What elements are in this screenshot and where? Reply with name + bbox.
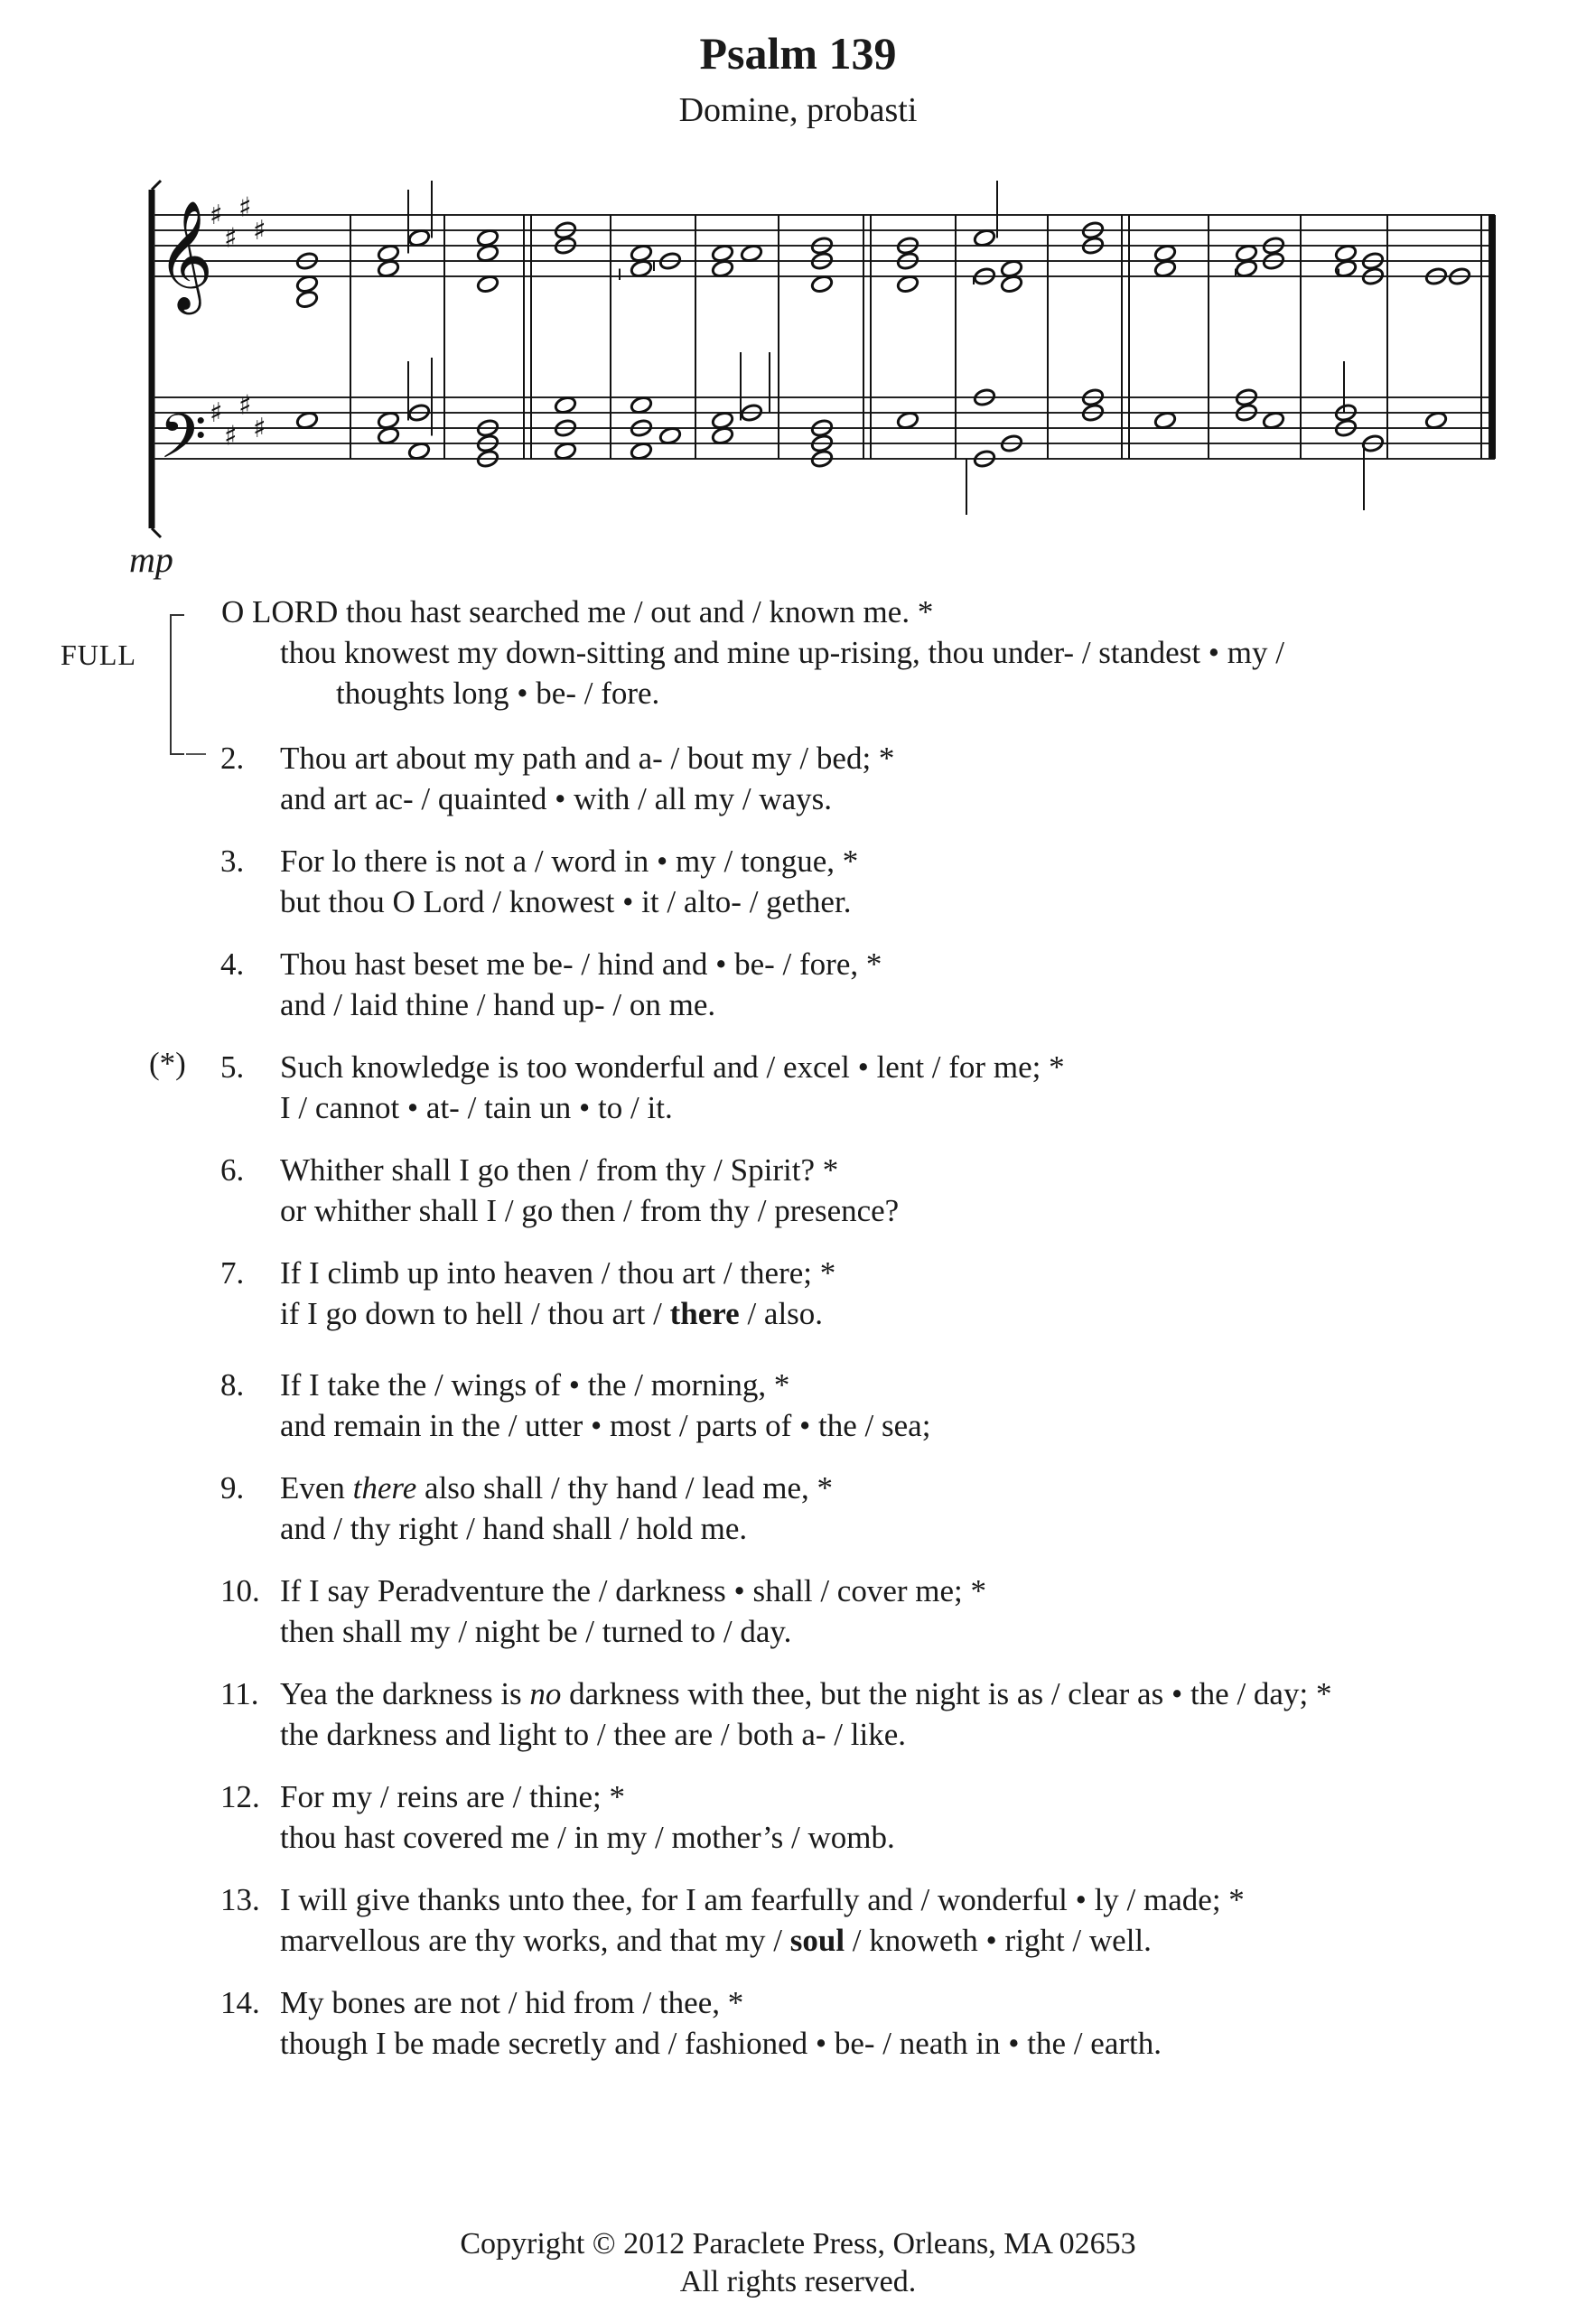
verse-text: I will give thanks unto thee, for I am fearfully and / wonderful • ly / made; * — [280, 1882, 1245, 1917]
verse-line — [280, 1090, 673, 1126]
emphasis-text: no — [529, 1676, 562, 1711]
verse-text: though I be made secretly and / fashioned • be- / neath in • the / earth. — [280, 2026, 1162, 2061]
verse-text: and / laid thine / hand up- / on me. — [280, 987, 716, 1022]
verse-line — [280, 1717, 906, 1753]
verse-line — [280, 1882, 1245, 1918]
emphasis-text: there — [669, 1296, 740, 1331]
verse-text: / knoweth • right / well. — [845, 1923, 1152, 1958]
verse-line — [280, 1923, 1152, 1959]
verse-number: 13. — [220, 1882, 260, 1917]
dynamic-marking: mp — [129, 539, 173, 580]
note-head — [295, 290, 319, 310]
emphasis-text: there — [352, 1470, 417, 1506]
verse-text: For my / reins are / thine; * — [280, 1779, 626, 1814]
bass-clef-icon: 𝄢 — [159, 402, 207, 488]
barlines — [350, 215, 1492, 459]
verse-line — [280, 1255, 835, 1291]
verse-text: then shall my / night be / turned to / day. — [280, 1614, 792, 1649]
verse-text: My bones are not / hid from / thee, * — [280, 1985, 744, 2020]
verse-text: Such knowledge is too wonderful and / excel • lent / for me; * — [280, 1049, 1065, 1085]
verse-text: the darkness and light to / thee are / both a- / like. — [280, 1717, 906, 1752]
verse-number: 2. — [220, 741, 245, 776]
verse-text: If I climb up into heaven / thou art / there; * — [280, 1255, 836, 1291]
sharp-icon: ♯ — [224, 420, 238, 452]
verse-number: 9. — [220, 1470, 245, 1506]
verse-text: and remain in the / utter • most / parts of • the / sea; — [280, 1408, 931, 1443]
sharp-icon: ♯ — [253, 215, 266, 247]
emphasis-text: soul — [789, 1923, 845, 1958]
verse-number: 3. — [220, 844, 245, 879]
sharp-icon: ♯ — [224, 222, 238, 255]
verse-line — [280, 2026, 1162, 2062]
verse-line — [280, 1193, 899, 1229]
verse-number: 6. — [220, 1152, 245, 1188]
verse-5-mark: (*) — [149, 1046, 186, 1081]
verse-text: darkness with thee, but the night is as / clear as • the / day; * — [561, 1676, 1332, 1711]
verse-line — [280, 1296, 823, 1332]
sharp-icon: ♯ — [238, 389, 252, 422]
treble-clef-icon: 𝄞 — [157, 200, 214, 310]
verse-text: If I say Peradventure the / darkness • shall / cover me; * — [280, 1573, 986, 1608]
verse-line — [280, 1408, 930, 1444]
verse-line — [280, 1470, 833, 1506]
verse-line — [280, 1985, 743, 2021]
verse-text: if I go down to hell / thou art / — [280, 1296, 670, 1331]
verse-line — [280, 1820, 895, 1856]
verse-text: and / thy right / hand shall / hold me. — [280, 1511, 748, 1546]
sharp-icon: ♯ — [210, 397, 223, 429]
verse-number: 14. — [220, 1985, 260, 2020]
verse-line — [280, 884, 851, 920]
page-subtitle: Domine, probasti — [678, 91, 918, 129]
verse-line — [280, 844, 858, 880]
full-label: FULL — [61, 639, 136, 671]
verse-text: I / cannot • at- / tain un • to / it. — [280, 1090, 673, 1125]
verse-text: Even — [280, 1470, 353, 1506]
verse-number: 11. — [220, 1676, 259, 1711]
verse-number: 12. — [220, 1779, 260, 1814]
verse-line — [280, 1511, 747, 1547]
verse-line — [280, 1573, 986, 1609]
verse-line — [280, 987, 715, 1023]
verse-text: marvellous are thy works, and that my / — [280, 1923, 790, 1958]
verse-number: 10. — [220, 1573, 260, 1608]
verse-line — [280, 1676, 1331, 1712]
verse-line — [280, 1049, 1065, 1086]
verse-line — [280, 1614, 791, 1650]
copyright-line-1: Copyright © 2012 Paraclete Press, Orleans, MA 02653 — [460, 2227, 1136, 2261]
verse-text: also shall / thy hand / lead me, * — [416, 1470, 834, 1506]
copyright-line-2: All rights reserved. — [679, 2265, 917, 2298]
verse-text: Yea the darkness is — [280, 1676, 530, 1711]
verse-number: 5. — [220, 1049, 245, 1085]
verse-text: Thou art about my path and a- / bout my / bed; * — [280, 741, 895, 776]
sharp-icon: ♯ — [238, 191, 252, 224]
verse-line — [280, 1152, 838, 1189]
verse-text: / also. — [739, 1296, 824, 1331]
verse-number: 4. — [220, 946, 245, 982]
verse-line — [280, 781, 832, 817]
verse-text: and art ac- / quainted • with / all my / ways. — [280, 781, 832, 816]
verse-line — [280, 1367, 789, 1403]
verse-number: 8. — [220, 1367, 245, 1403]
music-score — [0, 0, 1596, 542]
sharp-icon: ♯ — [210, 200, 223, 231]
verse-1-line-1: O LORD thou hast searched me / out and / known me. * — [221, 594, 934, 629]
verse-line — [280, 1779, 625, 1815]
verse-text: Whither shall I go then / from thy / Spirit? * — [280, 1152, 839, 1188]
verse-text: Thou hast beset me be- / hind and • be- / fore, * — [280, 946, 882, 982]
page-title: Psalm 139 — [699, 28, 897, 79]
sharp-icon: ♯ — [253, 413, 266, 444]
verse-line — [280, 741, 894, 777]
verse-1-line-3: thoughts long • be- / fore. — [336, 676, 660, 711]
verse-1-line-2: thou knowest my down-sitting and mine up-rising, thou under- / standest • my / — [280, 635, 1285, 670]
verse-text: For lo there is not a / word in • my / tongue, * — [280, 844, 859, 879]
verse-number: 7. — [220, 1255, 245, 1291]
verse-text: thou hast covered me / in my / mother’s / womb. — [280, 1820, 895, 1855]
verse-text: but thou O Lord / knowest • it / alto- / gether. — [280, 884, 852, 919]
verse-text: If I take the / wings of • the / morning, * — [280, 1367, 790, 1403]
verse-text: or whither shall I / go then / from thy / presence? — [280, 1193, 900, 1228]
full-bracket — [170, 614, 184, 755]
verse-line — [280, 946, 882, 983]
